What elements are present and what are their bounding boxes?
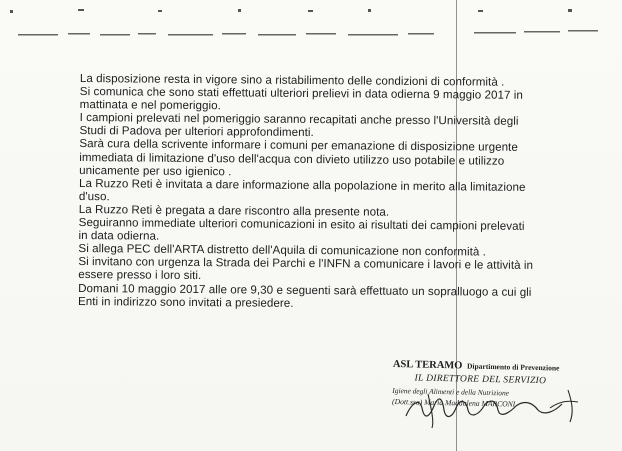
stamp-org: ASL TERAMO	[392, 359, 463, 372]
body-line: mattinata e nel pomeriggio.	[79, 98, 221, 113]
body-line: Si invitano con urgenza la Strada dei Parchi e l'INFN a comunicare i lavori e le attività in	[78, 255, 534, 273]
body-line: La disposizione resta in vigore sino a ristabilimento delle condizioni di conformità .	[79, 72, 505, 89]
body-line: Domani 10 maggio 2017 alle ore 9,30 e seguenti sarà effettuato un sopralluogo a cui gli	[78, 281, 532, 299]
body-line: La Ruzzo Reti è invitata a dare informazione alla popolazione in merito alla limitazione	[78, 176, 526, 194]
body-line: Si allega PEC dell'ARTA distretto dell'Aquila di comunicazione non conformità .	[78, 242, 486, 259]
stamp-name: (Dott.ssa) Maria Maddalena MARCONI	[392, 396, 516, 409]
body-line: Studi di Padova per ulteriori approfondimenti.	[79, 124, 314, 140]
body-line: Si comunica che sono stati effettuati ulteriori prelievi in data odierna 9 maggio 2017 in	[79, 85, 524, 102]
letter-body	[78, 72, 580, 312]
body-line: unicamente per uso igienico .	[79, 163, 232, 178]
header-scan-artifacts	[8, 6, 608, 46]
body-line: immediata di limitazione d'uso dell'acqua con divieto utilizzo uso potabile e utilizzo	[79, 150, 505, 168]
stamp-service: Igiene degli Alimenti e della Nutrizione	[392, 385, 510, 398]
body-line: essere presso i loro siti.	[78, 268, 202, 283]
body-line: in data odierna.	[78, 229, 160, 243]
stamp-department: Dipartimento di Prevenzione	[466, 361, 560, 373]
body-line: La Ruzzo Reti è pregata a dare riscontro alla presente nota.	[78, 202, 390, 219]
body-line: Enti in indirizzo sono invitati a presiedere.	[77, 294, 294, 310]
body-line: I campioni prelevati nel pomeriggio saranno recapitati anche presso l'Università degli	[79, 111, 519, 129]
body-line: d'uso.	[78, 189, 110, 204]
body-line: Seguiranno immediate ulteriori comunicazioni in esito ai risultati dei campioni prelevati	[78, 216, 525, 233]
handwritten-signature	[398, 372, 588, 432]
stamp-title: IL DIRETTORE DEL SERVIZIO	[414, 373, 547, 387]
body-line: Sarà cura della scrivente informare i comuni per emanazione di disposizione urgente	[79, 137, 518, 155]
